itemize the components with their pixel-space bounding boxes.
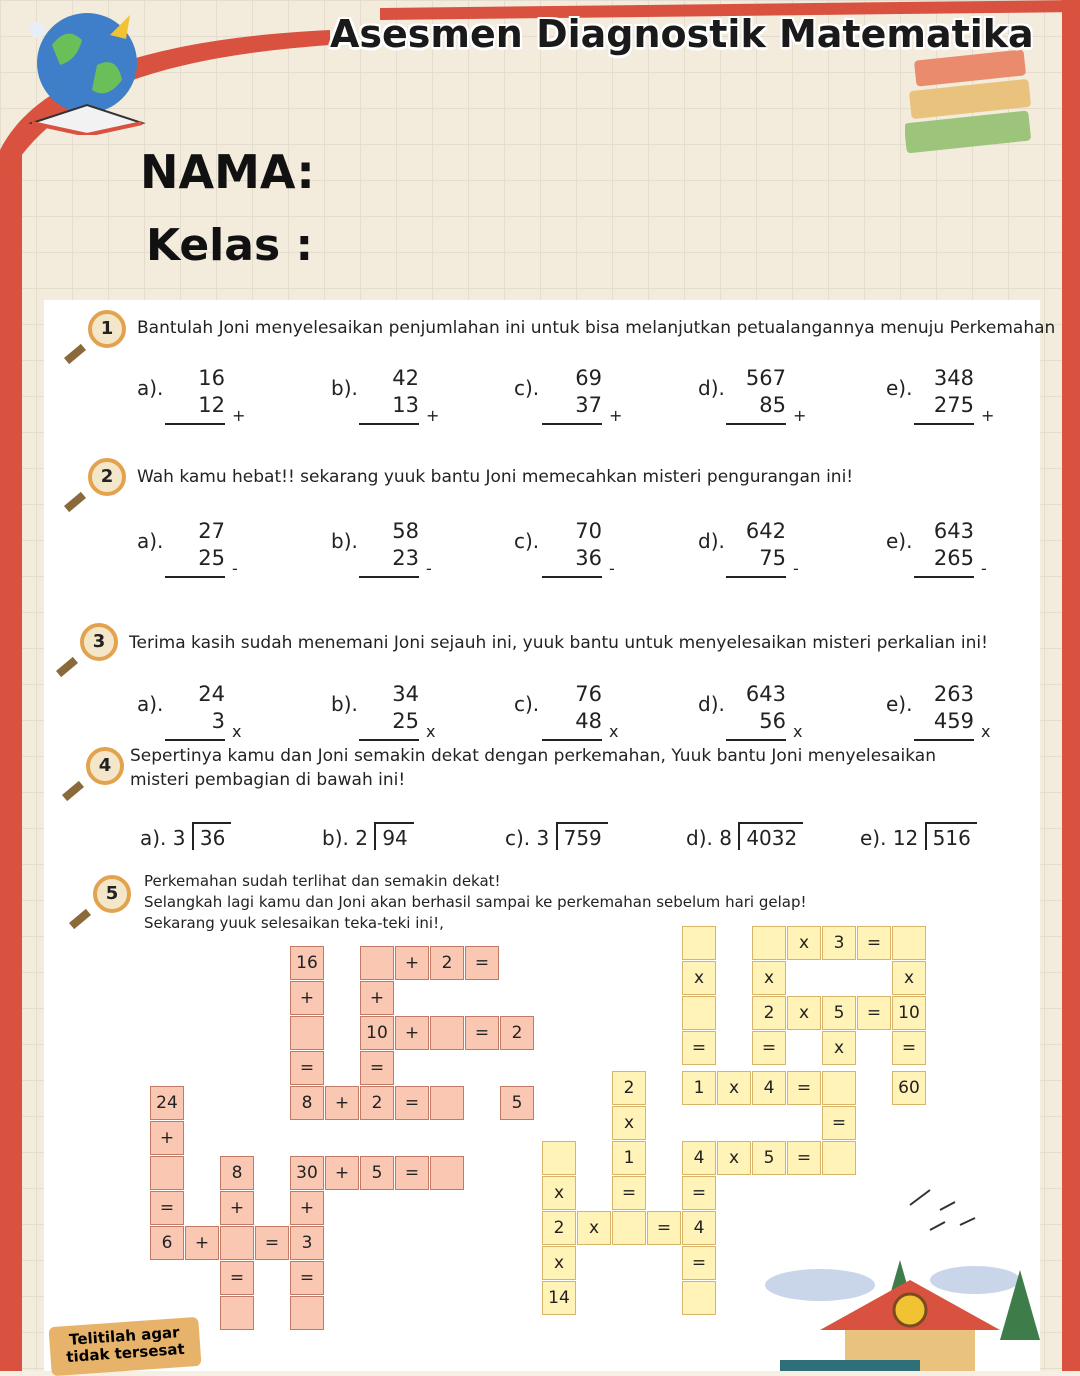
operand-top: 70 bbox=[575, 519, 602, 543]
subtraction-problem bbox=[514, 519, 634, 589]
puzzle-cell[interactable] bbox=[220, 1226, 254, 1260]
operand-bottom: 23 bbox=[392, 546, 419, 570]
operand-top: 58 bbox=[392, 519, 419, 543]
addition-problem bbox=[137, 366, 257, 436]
puzzle-cell: + bbox=[325, 1086, 359, 1120]
problem-label: e). bbox=[886, 692, 913, 716]
problem-label: d). bbox=[698, 692, 725, 716]
puzzle-cell: + bbox=[150, 1121, 184, 1155]
puzzle-cell: = bbox=[752, 1031, 786, 1065]
problem-label: a). bbox=[140, 826, 173, 850]
subtraction-problem bbox=[698, 519, 818, 589]
problem-label: d). bbox=[686, 826, 720, 850]
puzzle-cell: = bbox=[290, 1051, 324, 1085]
puzzle-cell: x bbox=[542, 1246, 576, 1280]
puzzle-cell: = bbox=[682, 1031, 716, 1065]
operand-bottom: 85 bbox=[759, 393, 786, 417]
puzzle-cell: = bbox=[395, 1086, 429, 1120]
operand-bottom: 25 bbox=[392, 709, 419, 733]
operand-bottom: 12 bbox=[198, 393, 225, 417]
question-text: Perkemahan sudah terlihat dan semakin dekat! bbox=[144, 872, 501, 890]
puzzle-cell: 6 bbox=[150, 1226, 184, 1260]
puzzle-cell: = bbox=[787, 1071, 821, 1105]
problem-label: c). bbox=[505, 826, 537, 850]
puzzle-cell[interactable] bbox=[892, 926, 926, 960]
operand-bottom: 75 bbox=[759, 546, 786, 570]
class-label: Kelas : bbox=[146, 220, 314, 271]
operand-bottom: 459 bbox=[933, 709, 974, 733]
divisor: 12 bbox=[892, 826, 925, 850]
operator-sign: x bbox=[426, 722, 436, 741]
answer-line[interactable] bbox=[542, 423, 602, 425]
puzzle-cell[interactable] bbox=[682, 996, 716, 1030]
question-text: misteri pembagian di bawah ini! bbox=[130, 770, 406, 790]
problem-label: b). bbox=[331, 376, 358, 400]
puzzle-cell: 8 bbox=[220, 1156, 254, 1190]
puzzle-cell: = bbox=[290, 1261, 324, 1295]
puzzle-cell: 10 bbox=[360, 1016, 394, 1050]
puzzle-cell: = bbox=[150, 1191, 184, 1225]
puzzle-cell: + bbox=[185, 1226, 219, 1260]
operand-top: 76 bbox=[575, 682, 602, 706]
puzzle-cell: = bbox=[822, 1106, 856, 1140]
puzzle-cell: x bbox=[892, 961, 926, 995]
question-number-badge: 5 bbox=[93, 875, 131, 913]
problem-label: e). bbox=[886, 529, 913, 553]
puzzle-cell: x bbox=[717, 1071, 751, 1105]
addition-problem bbox=[886, 366, 1006, 436]
answer-line[interactable] bbox=[726, 576, 786, 578]
puzzle-cell: 2 bbox=[612, 1071, 646, 1105]
left-border bbox=[0, 150, 22, 1371]
answer-line[interactable] bbox=[165, 423, 225, 425]
operand-top: 16 bbox=[198, 366, 225, 390]
operator-sign: x bbox=[981, 722, 991, 741]
puzzle-cell: 8 bbox=[290, 1086, 324, 1120]
puzzle-cell: = bbox=[465, 946, 499, 980]
problem-label: b). bbox=[331, 529, 358, 553]
puzzle-cell: x bbox=[717, 1141, 751, 1175]
dividend[interactable]: 759 bbox=[556, 822, 608, 850]
question-number-badge: 1 bbox=[88, 310, 126, 348]
operand-top: 263 bbox=[933, 682, 974, 706]
puzzle-cell: x bbox=[542, 1176, 576, 1210]
puzzle-cell: 3 bbox=[290, 1226, 324, 1260]
problem-label: e). bbox=[860, 826, 893, 850]
operand-top: 42 bbox=[392, 366, 419, 390]
operand-bottom: 13 bbox=[392, 393, 419, 417]
puzzle-cell: = bbox=[360, 1051, 394, 1085]
puzzle-cell: x bbox=[822, 1031, 856, 1065]
globe-book-illustration bbox=[22, 5, 152, 135]
puzzle-cell[interactable] bbox=[682, 1281, 716, 1315]
puzzle-cell: = bbox=[612, 1176, 646, 1210]
operator-sign: - bbox=[981, 559, 987, 578]
answer-line[interactable] bbox=[359, 739, 419, 741]
answer-line[interactable] bbox=[726, 739, 786, 741]
dividend[interactable]: 94 bbox=[374, 822, 413, 850]
addition-problem bbox=[698, 366, 818, 436]
question-text: Selangkah lagi kamu dan Joni akan berhasil sampai ke perkemahan sebelum hari gelap! bbox=[144, 893, 807, 911]
puzzle-cell: = bbox=[892, 1031, 926, 1065]
multiplication-problem bbox=[331, 682, 451, 752]
puzzle-cell: 2 bbox=[752, 996, 786, 1030]
operand-top: 567 bbox=[745, 366, 786, 390]
puzzle-cell[interactable] bbox=[752, 926, 786, 960]
division-problem bbox=[860, 822, 977, 850]
puzzle-cell[interactable] bbox=[612, 1211, 646, 1245]
puzzle-cell: + bbox=[290, 981, 324, 1015]
operand-bottom: 25 bbox=[198, 546, 225, 570]
question-number-badge: 3 bbox=[80, 623, 118, 661]
puzzle-cell: 5 bbox=[822, 996, 856, 1030]
divisor: 2 bbox=[355, 826, 375, 850]
puzzle-cell: + bbox=[360, 981, 394, 1015]
question-number-badge: 4 bbox=[86, 747, 124, 785]
divisor: 3 bbox=[172, 826, 192, 850]
division-problem bbox=[322, 822, 414, 850]
operand-top: 643 bbox=[933, 519, 974, 543]
operand-top: 24 bbox=[198, 682, 225, 706]
answer-line[interactable] bbox=[359, 423, 419, 425]
puzzle-cell: 1 bbox=[612, 1141, 646, 1175]
addition-problem bbox=[331, 366, 451, 436]
operator-sign: + bbox=[793, 406, 807, 425]
operand-top: 642 bbox=[745, 519, 786, 543]
problem-label: d). bbox=[698, 529, 725, 553]
puzzle-cell: + bbox=[395, 1016, 429, 1050]
problem-label: e). bbox=[886, 376, 913, 400]
operand-top: 27 bbox=[198, 519, 225, 543]
puzzle-cell[interactable] bbox=[542, 1141, 576, 1175]
operand-top: 348 bbox=[933, 366, 974, 390]
puzzle-cell: = bbox=[647, 1211, 681, 1245]
page-title: Asesmen Diagnostik Matematika bbox=[330, 12, 1034, 56]
question-number-badge: 2 bbox=[88, 458, 126, 496]
puzzle-cell: 4 bbox=[752, 1071, 786, 1105]
footer-note: Telitilah agar tidak tersesat bbox=[48, 1317, 201, 1376]
divisor: 8 bbox=[719, 826, 739, 850]
divisor: 3 bbox=[536, 826, 556, 850]
puzzle-cell: 14 bbox=[542, 1281, 576, 1315]
puzzle-cell: x bbox=[682, 961, 716, 995]
puzzle-cell: = bbox=[682, 1246, 716, 1280]
question-text: Sekarang yuuk selesaikan teka-teki ini!, bbox=[144, 914, 444, 932]
puzzle-cell[interactable] bbox=[430, 1016, 464, 1050]
subtraction-problem bbox=[331, 519, 451, 589]
puzzle-cell: = bbox=[255, 1226, 289, 1260]
operator-sign: - bbox=[426, 559, 432, 578]
answer-line[interactable] bbox=[359, 576, 419, 578]
puzzle-cell: = bbox=[787, 1141, 821, 1175]
problem-label: b). bbox=[331, 692, 358, 716]
puzzle-cell: = bbox=[682, 1176, 716, 1210]
puzzle-cell: = bbox=[220, 1261, 254, 1295]
operator-sign: + bbox=[981, 406, 995, 425]
puzzle-cell: 4 bbox=[682, 1211, 716, 1245]
answer-line[interactable] bbox=[914, 423, 974, 425]
puzzle-cell: x bbox=[787, 926, 821, 960]
dividend[interactable]: 4032 bbox=[738, 822, 803, 850]
multiplication-problem bbox=[698, 682, 818, 752]
multiplication-problem bbox=[137, 682, 257, 752]
operand-top: 69 bbox=[575, 366, 602, 390]
answer-line[interactable] bbox=[914, 739, 974, 741]
puzzle-cell[interactable] bbox=[290, 1016, 324, 1050]
problem-label: a). bbox=[137, 692, 164, 716]
subtraction-problem bbox=[886, 519, 1006, 589]
puzzle-cell[interactable] bbox=[822, 1071, 856, 1105]
operand-top: 34 bbox=[392, 682, 419, 706]
puzzle-cell[interactable] bbox=[430, 1086, 464, 1120]
puzzle-cell[interactable] bbox=[430, 1156, 464, 1190]
dividend[interactable]: 36 bbox=[192, 822, 231, 850]
operator-sign: - bbox=[609, 559, 615, 578]
right-border bbox=[1062, 0, 1080, 1371]
puzzle-cell: x bbox=[577, 1211, 611, 1245]
division-problem bbox=[686, 822, 803, 850]
operand-bottom: 36 bbox=[575, 546, 602, 570]
puzzle-cell: 30 bbox=[290, 1156, 324, 1190]
division-problem bbox=[505, 822, 608, 850]
puzzle-cell: = bbox=[395, 1156, 429, 1190]
problem-label: c). bbox=[514, 529, 540, 553]
puzzle-cell: 1 bbox=[682, 1071, 716, 1105]
answer-line[interactable] bbox=[726, 423, 786, 425]
division-problem bbox=[140, 822, 231, 850]
puzzle-cell: 24 bbox=[150, 1086, 184, 1120]
answer-line[interactable] bbox=[165, 576, 225, 578]
books-illustration bbox=[905, 45, 1045, 155]
puzzle-cell: = bbox=[857, 996, 891, 1030]
puzzle-cell: = bbox=[465, 1016, 499, 1050]
multiplication-problem bbox=[514, 682, 634, 752]
operator-sign: + bbox=[426, 406, 440, 425]
puzzle-cell: 5 bbox=[752, 1141, 786, 1175]
operand-bottom: 48 bbox=[575, 709, 602, 733]
operand-bottom: 56 bbox=[759, 709, 786, 733]
puzzle-cell: + bbox=[395, 946, 429, 980]
puzzle-cell: 2 bbox=[542, 1211, 576, 1245]
operand-bottom: 3 bbox=[211, 709, 225, 733]
problem-label: c). bbox=[514, 692, 540, 716]
operator-sign: - bbox=[232, 559, 238, 578]
operator-sign: x bbox=[232, 722, 242, 741]
multiplication-problem bbox=[886, 682, 1006, 752]
puzzle-cell: 2 bbox=[500, 1016, 534, 1050]
operand-top: 643 bbox=[745, 682, 786, 706]
puzzle-cell[interactable] bbox=[360, 946, 394, 980]
puzzle-cell: x bbox=[612, 1106, 646, 1140]
subtraction-problem bbox=[137, 519, 257, 589]
problem-label: a). bbox=[137, 529, 164, 553]
problem-label: a). bbox=[137, 376, 164, 400]
puzzle-cell: 2 bbox=[360, 1086, 394, 1120]
puzzle-cell: + bbox=[220, 1191, 254, 1225]
operand-bottom: 275 bbox=[933, 393, 974, 417]
dividend[interactable]: 516 bbox=[925, 822, 977, 850]
puzzle-cell: = bbox=[857, 926, 891, 960]
name-label: NAMA: bbox=[140, 145, 315, 199]
camp-house-illustration bbox=[760, 1170, 1060, 1371]
operator-sign: - bbox=[793, 559, 799, 578]
puzzle-cell: + bbox=[325, 1156, 359, 1190]
operand-bottom: 37 bbox=[575, 393, 602, 417]
puzzle-cell: 5 bbox=[500, 1086, 534, 1120]
puzzle-cell: 2 bbox=[430, 946, 464, 980]
puzzle-cell[interactable] bbox=[150, 1156, 184, 1190]
puzzle-cell[interactable] bbox=[290, 1296, 324, 1330]
question-text: Sepertinya kamu dan Joni semakin dekat dengan perkemahan, Yuuk bantu Joni menyelesaikan bbox=[130, 746, 936, 766]
puzzle-cell: x bbox=[752, 961, 786, 995]
operator-sign: x bbox=[793, 722, 803, 741]
puzzle-cell: 10 bbox=[892, 996, 926, 1030]
answer-line[interactable] bbox=[542, 576, 602, 578]
operator-sign: + bbox=[609, 406, 623, 425]
question-text: Wah kamu hebat!! sekarang yuuk bantu Joni memecahkan misteri pengurangan ini! bbox=[137, 467, 854, 487]
operand-bottom: 265 bbox=[933, 546, 974, 570]
puzzle-cell: 3 bbox=[822, 926, 856, 960]
answer-line[interactable] bbox=[165, 739, 225, 741]
puzzle-cell[interactable] bbox=[682, 926, 716, 960]
puzzle-cell: 4 bbox=[682, 1141, 716, 1175]
puzzle-cell: x bbox=[787, 996, 821, 1030]
puzzle-cell: 16 bbox=[290, 946, 324, 980]
question-text: Bantulah Joni menyelesaikan penjumlahan ini untuk bisa melanjutkan petualangannya menuju Perkemahan bbox=[137, 318, 1056, 338]
operator-sign: x bbox=[609, 722, 619, 741]
operator-sign: + bbox=[232, 406, 246, 425]
addition-problem bbox=[514, 366, 634, 436]
answer-line[interactable] bbox=[542, 739, 602, 741]
question-text: Terima kasih sudah menemani Joni sejauh ini, yuuk bantu untuk menyelesaikan misteri perkalian ini! bbox=[129, 633, 988, 653]
puzzle-cell[interactable] bbox=[220, 1296, 254, 1330]
problem-label: c). bbox=[514, 376, 540, 400]
puzzle-cell: 5 bbox=[360, 1156, 394, 1190]
puzzle-cell: + bbox=[290, 1191, 324, 1225]
problem-label: b). bbox=[322, 826, 356, 850]
answer-line[interactable] bbox=[914, 576, 974, 578]
problem-label: d). bbox=[698, 376, 725, 400]
puzzle-cell: 60 bbox=[892, 1071, 926, 1105]
